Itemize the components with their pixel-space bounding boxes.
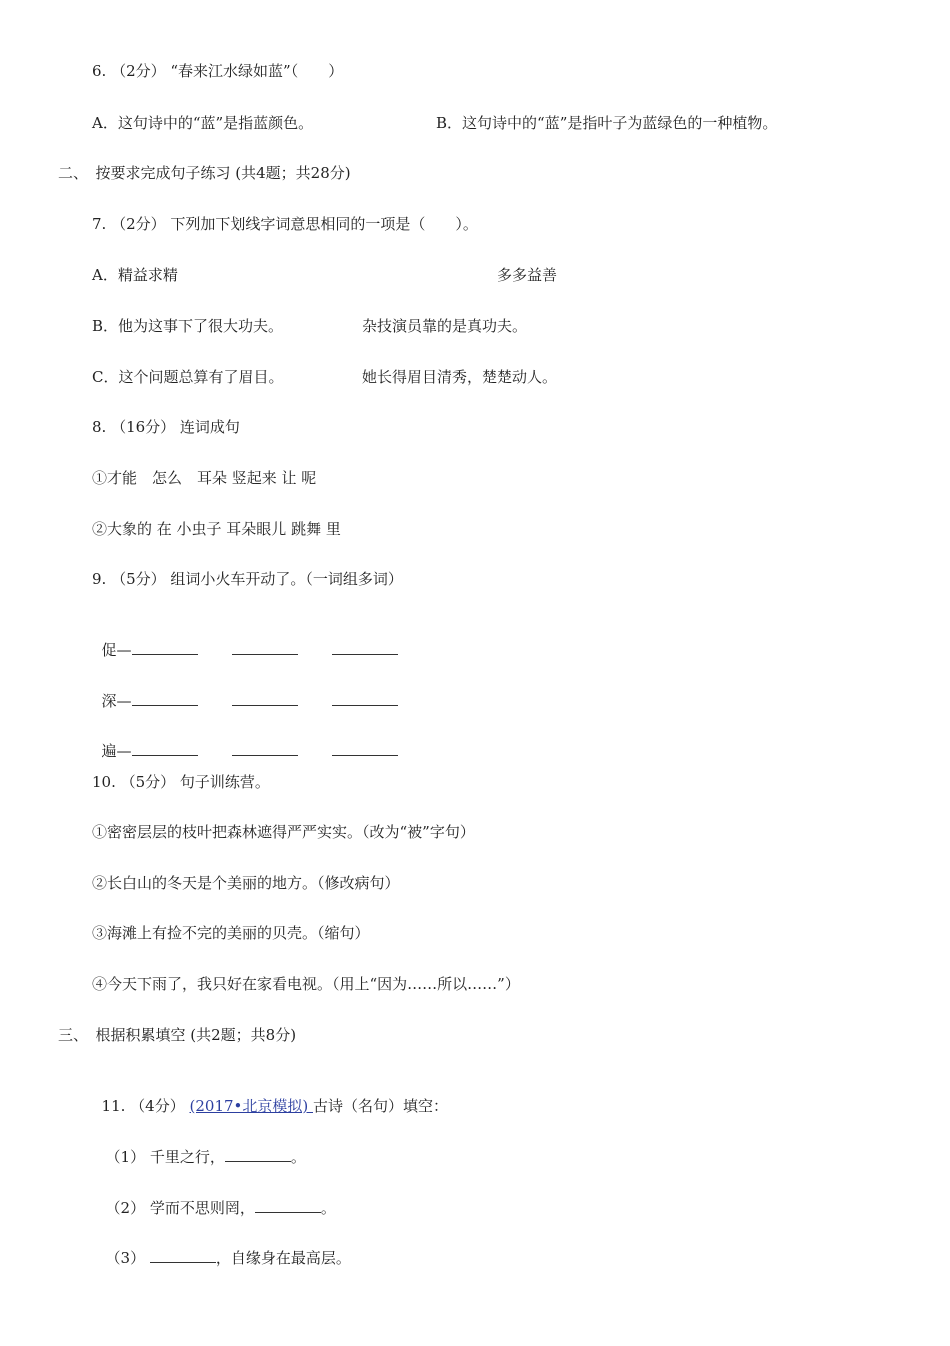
q8-stem: 8. （16分） 连词成句 bbox=[92, 418, 240, 436]
answer-blank[interactable] bbox=[132, 691, 198, 706]
section-3-heading: 三、 根据积累填空 (共2题；共8分) bbox=[58, 1026, 297, 1044]
q10-item-2: ②长白山的冬天是个美丽的地方。（修改病句） bbox=[92, 874, 400, 892]
q10-stem: 10. （5分） 句子训练营。 bbox=[92, 773, 270, 791]
answer-blank[interactable] bbox=[132, 640, 198, 655]
q7-option-c-right: 她长得眉目清秀，楚楚动人。 bbox=[362, 368, 558, 386]
q9-row-1 bbox=[92, 620, 398, 660]
q7-option-a[interactable]: A．精益求精 bbox=[92, 266, 178, 284]
answer-blank[interactable] bbox=[332, 691, 398, 706]
answer-blank[interactable] bbox=[150, 1248, 216, 1263]
answer-blank[interactable] bbox=[232, 691, 298, 706]
q11-stem bbox=[92, 1076, 448, 1116]
q6-option-b[interactable]: B．这句诗中的“蓝”是指叶子为蓝绿色的一种植物。 bbox=[436, 114, 778, 132]
q11-item-2 bbox=[96, 1178, 336, 1218]
q9-row-3 bbox=[92, 721, 398, 761]
q9-stem: 9. （5分） 组词小火车开动了。（一词组多词） bbox=[92, 570, 403, 588]
q7-option-c[interactable]: C．这个问题总算有了眉目。 bbox=[92, 368, 284, 386]
q11-item-1-end: 。 bbox=[290, 1148, 306, 1166]
q11-item-3 bbox=[96, 1228, 351, 1268]
section-2-heading: 二、 按要求完成句子练习 (共4题；共28分) bbox=[58, 164, 351, 182]
q11-item-1 bbox=[96, 1127, 306, 1167]
q9-char: 深— bbox=[101, 692, 132, 710]
q9-row-2 bbox=[92, 671, 398, 711]
q11-item-1-text: （1） 千里之行， bbox=[105, 1148, 225, 1166]
q11-item-2-text: （2） 学而不思则罔， bbox=[105, 1199, 255, 1217]
q11-prefix: 11. （4分） bbox=[101, 1097, 185, 1115]
q7-option-b-right: 杂技演员靠的是真功夫。 bbox=[362, 317, 528, 335]
q11-source-link[interactable]: (2017•北京模拟) bbox=[189, 1097, 313, 1115]
q8-item-2: ②大象的 在 小虫子 耳朵眼儿 跳舞 里 bbox=[92, 520, 341, 538]
q7-option-b[interactable]: B．他为这事下了很大功夫。 bbox=[92, 317, 284, 335]
q7-option-a-right: 多多益善 bbox=[497, 266, 558, 284]
q10-item-4: ④今天下雨了，我只好在家看电视。（用上“因为……所以……”） bbox=[92, 975, 520, 993]
q9-char: 促— bbox=[101, 641, 132, 659]
q6-stem: 6. （2分） “春来江水绿如蓝”（ ） bbox=[92, 62, 344, 80]
q7-stem: 7. （2分） 下列加下划线字词意思相同的一项是（ ）。 bbox=[92, 215, 478, 233]
q10-item-3: ③海滩上有捡不完的美丽的贝壳。（缩句） bbox=[92, 924, 370, 942]
answer-blank[interactable] bbox=[232, 640, 298, 655]
q11-item-2-end: 。 bbox=[320, 1199, 336, 1217]
q8-item-1: ①才能 怎么 耳朵 竖起来 让 呢 bbox=[92, 469, 317, 487]
q9-char: 遍— bbox=[101, 742, 132, 760]
q11-suffix: 古诗（名句）填空： bbox=[313, 1097, 449, 1115]
q11-item-3-end: ，自缘身在最高层。 bbox=[215, 1249, 351, 1267]
q6-option-a[interactable]: A．这句诗中的“蓝”是指蓝颜色。 bbox=[92, 114, 314, 132]
answer-blank[interactable] bbox=[225, 1147, 291, 1162]
answer-blank[interactable] bbox=[332, 640, 398, 655]
answer-blank[interactable] bbox=[132, 741, 198, 756]
q10-item-1: ①密密层层的枝叶把森林遮得严严实实。（改为“被”字句） bbox=[92, 823, 475, 841]
answer-blank[interactable] bbox=[232, 741, 298, 756]
q11-item-3-text: （3） bbox=[105, 1249, 150, 1267]
answer-blank[interactable] bbox=[255, 1198, 321, 1213]
answer-blank[interactable] bbox=[332, 741, 398, 756]
